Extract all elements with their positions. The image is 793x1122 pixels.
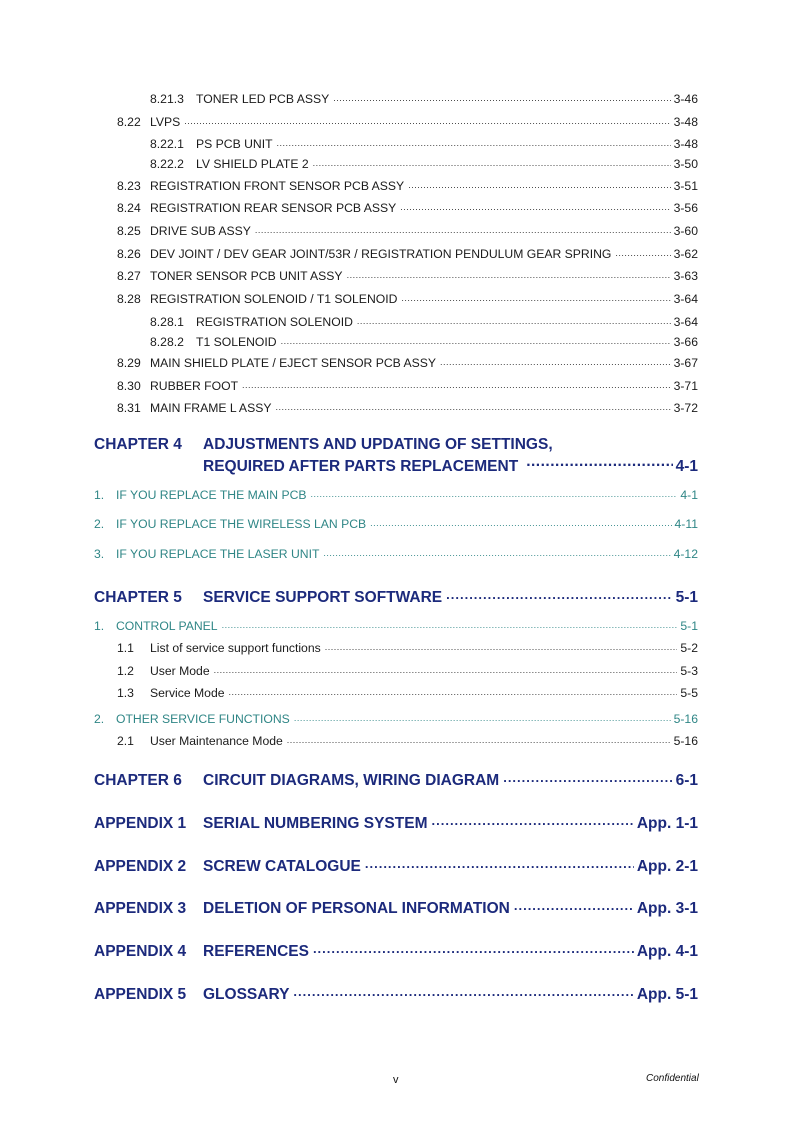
entry-page: 3-50 [673, 157, 698, 172]
appendix-page: App. 1-1 [636, 814, 698, 832]
entry-number: 8.22.1 [150, 137, 184, 152]
entry-title: Service Mode [150, 686, 225, 701]
toc-entry[interactable] [117, 114, 698, 129]
entry-title: PS PCB UNIT [196, 137, 273, 152]
entry-number: 8.21.3 [150, 92, 184, 107]
entry-title: RUBBER FOOT [150, 379, 239, 394]
dot-leader [615, 246, 670, 258]
toc-entry[interactable] [150, 314, 698, 329]
toc-entry[interactable] [117, 291, 698, 306]
entry-page: 3-56 [673, 201, 698, 216]
footer-page-number: v [393, 1074, 399, 1086]
entry-number: 2.1 [117, 734, 134, 749]
dot-leader [323, 546, 670, 558]
dot-leader [255, 223, 671, 235]
dot-leader [275, 400, 670, 412]
appendix-title: SCREW CATALOGUE [203, 857, 361, 875]
toc-entry[interactable] [150, 156, 698, 171]
dot-leader [357, 314, 671, 326]
chapter-4-heading-line2[interactable] [203, 455, 698, 476]
dot-leader [503, 769, 672, 785]
entry-page: 5-16 [673, 734, 698, 749]
dot-leader [432, 812, 634, 828]
entry-title: LVPS [150, 115, 181, 130]
section-number: 1. [94, 619, 105, 634]
dot-leader [222, 618, 678, 630]
appendix-5-heading[interactable] [94, 983, 698, 1004]
dot-leader [229, 685, 678, 697]
entry-page: 3-51 [673, 179, 698, 194]
entry-page: 3-66 [673, 335, 698, 350]
appendix-title: SERIAL NUMBERING SYSTEM [203, 814, 428, 832]
section-page: 4-1 [680, 488, 698, 503]
chapter-4-heading[interactable] [94, 436, 698, 454]
entry-number: 8.31 [117, 401, 141, 416]
chapter-page: 4-1 [675, 457, 698, 475]
chapter-label: CHAPTER 6 [94, 771, 182, 789]
chapter-label: CHAPTER 5 [94, 588, 182, 606]
dot-leader [514, 897, 634, 913]
entry-title: DRIVE SUB ASSY [150, 224, 251, 239]
chapter-6-heading[interactable] [94, 769, 698, 790]
entry-title: MAIN SHIELD PLATE / EJECT SENSOR PCB ASSY [150, 356, 437, 371]
dot-leader [347, 268, 671, 280]
entry-title: REGISTRATION SOLENOID [196, 315, 353, 330]
entry-page: 5-5 [680, 686, 698, 701]
appendix-label: APPENDIX 5 [94, 985, 187, 1003]
toc-entry[interactable] [117, 246, 698, 261]
entry-page: 3-67 [673, 356, 698, 371]
toc-entry[interactable] [117, 223, 698, 238]
toc-entry[interactable] [117, 733, 698, 748]
toc-entry[interactable] [117, 355, 698, 370]
section-title: IF YOU REPLACE THE WIRELESS LAN PCB [116, 517, 367, 532]
appendix-label: APPENDIX 2 [94, 857, 187, 875]
toc-entry[interactable] [117, 178, 698, 193]
chapter-title: SERVICE SUPPORT SOFTWARE [203, 588, 443, 606]
appendix-label: APPENDIX 4 [94, 942, 187, 960]
section-page: 5-1 [680, 619, 698, 634]
chapter-title-line1: ADJUSTMENTS AND UPDATING OF SETTINGS, [203, 436, 553, 453]
entry-number: 8.25 [117, 224, 141, 239]
entry-page: 3-63 [673, 269, 698, 284]
entry-page: 3-48 [673, 115, 698, 130]
entry-number: 1.2 [117, 664, 134, 679]
appendix-page: App. 3-1 [636, 899, 698, 917]
entry-number: 8.24 [117, 201, 141, 216]
appendix-label: APPENDIX 3 [94, 899, 187, 917]
chapter-label: CHAPTER 4 [94, 436, 182, 453]
dot-leader [400, 200, 670, 212]
entry-number: 8.28.1 [150, 315, 184, 330]
dot-leader [293, 983, 633, 999]
entry-page: 5-3 [680, 664, 698, 679]
section-number: 2. [94, 517, 105, 532]
entry-title: User Maintenance Mode [150, 734, 283, 749]
entry-number: 8.29 [117, 356, 141, 371]
toc-entry[interactable] [150, 136, 698, 151]
entry-page: 3-72 [673, 401, 698, 416]
dot-leader [370, 516, 671, 528]
entry-page: 3-64 [673, 292, 698, 307]
entry-title: REGISTRATION REAR SENSOR PCB ASSY [150, 201, 397, 216]
toc-entry[interactable] [117, 378, 698, 393]
entry-number: 8.30 [117, 379, 141, 394]
section-entry[interactable] [94, 546, 698, 561]
entry-title: TONER SENSOR PCB UNIT ASSY [150, 269, 343, 284]
section-title: OTHER SERVICE FUNCTIONS [116, 712, 290, 727]
section-title: IF YOU REPLACE THE MAIN PCB [116, 488, 307, 503]
dot-leader [440, 355, 671, 367]
entry-title: TONER LED PCB ASSY [196, 92, 330, 107]
entry-page: 3-60 [673, 224, 698, 239]
dot-leader [325, 640, 678, 652]
dot-leader [401, 291, 670, 303]
appendix-page: App. 4-1 [636, 942, 698, 960]
chapter-page: 5-1 [675, 588, 698, 606]
footer-confidential: Confidential [646, 1073, 699, 1084]
section-page: 5-16 [673, 712, 698, 727]
section-number: 3. [94, 547, 105, 562]
section-number: 2. [94, 712, 105, 727]
entry-page: 3-71 [673, 379, 698, 394]
toc-entry[interactable] [117, 268, 698, 283]
entry-page: 5-2 [680, 641, 698, 656]
entry-title: DEV JOINT / DEV GEAR JOINT/53R / REGISTRATION PENDULUM GEAR SPRING [150, 247, 612, 262]
section-page: 4-12 [673, 547, 698, 562]
toc-entry[interactable] [150, 91, 698, 106]
entry-page: 3-62 [673, 247, 698, 262]
dot-leader [333, 91, 670, 103]
entry-number: 8.28 [117, 292, 141, 307]
toc-entry[interactable] [117, 640, 698, 655]
appendix-title: GLOSSARY [203, 985, 290, 1003]
dot-leader [294, 711, 671, 723]
entry-number: 8.22.2 [150, 157, 184, 172]
dot-leader [365, 855, 634, 871]
entry-title: REGISTRATION FRONT SENSOR PCB ASSY [150, 179, 405, 194]
dot-leader [184, 114, 670, 126]
entry-number: 1.3 [117, 686, 134, 701]
appendix-2-heading[interactable] [94, 855, 698, 876]
toc-entry[interactable] [117, 200, 698, 215]
entry-page: 3-48 [673, 137, 698, 152]
section-entry[interactable] [94, 516, 698, 531]
entry-title: REGISTRATION SOLENOID / T1 SOLENOID [150, 292, 398, 307]
entry-title: User Mode [150, 664, 210, 679]
chapter-title-line2: REQUIRED AFTER PARTS REPLACEMENT [203, 457, 519, 475]
entry-number: 8.28.2 [150, 335, 184, 350]
section-entry[interactable] [94, 618, 698, 633]
entry-number: 8.22 [117, 115, 141, 130]
dot-leader [313, 156, 671, 168]
section-entry[interactable] [94, 711, 698, 726]
entry-title: List of service support functions [150, 641, 321, 656]
section-entry[interactable] [94, 487, 698, 502]
chapter-5-heading[interactable] [94, 586, 698, 607]
dot-leader [281, 334, 671, 346]
appendix-title: REFERENCES [203, 942, 309, 960]
entry-number: 8.23 [117, 179, 141, 194]
section-title: IF YOU REPLACE THE LASER UNIT [116, 547, 320, 562]
appendix-label: APPENDIX 1 [94, 814, 187, 832]
appendix-page: App. 5-1 [636, 985, 698, 1003]
chapter-title: CIRCUIT DIAGRAMS, WIRING DIAGRAM [203, 771, 500, 789]
toc-entry[interactable] [117, 400, 698, 415]
dot-leader [277, 136, 671, 148]
toc-entry[interactable] [117, 663, 698, 678]
entry-title: T1 SOLENOID [196, 335, 277, 350]
section-number: 1. [94, 488, 105, 503]
section-title: CONTROL PANEL [116, 619, 218, 634]
appendix-1-heading[interactable] [94, 812, 698, 833]
dot-leader [408, 178, 670, 190]
dot-leader [526, 455, 672, 471]
entry-title: LV SHIELD PLATE 2 [196, 157, 309, 172]
dot-leader [214, 663, 678, 675]
dot-leader [287, 733, 671, 745]
appendix-page: App. 2-1 [636, 857, 698, 875]
entry-number: 8.27 [117, 269, 141, 284]
toc-entry[interactable] [117, 685, 698, 700]
appendix-title: DELETION OF PERSONAL INFORMATION [203, 899, 510, 917]
entry-page: 3-46 [673, 92, 698, 107]
chapter-page: 6-1 [675, 771, 698, 789]
appendix-3-heading[interactable] [94, 897, 698, 918]
dot-leader [311, 487, 678, 499]
entry-page: 3-64 [673, 315, 698, 330]
appendix-4-heading[interactable] [94, 940, 698, 961]
dot-leader [446, 586, 672, 602]
section-page: 4-11 [674, 517, 698, 532]
dot-leader [313, 940, 634, 956]
dot-leader [242, 378, 671, 390]
entry-title: MAIN FRAME L ASSY [150, 401, 272, 416]
entry-number: 8.26 [117, 247, 141, 262]
toc-entry[interactable] [150, 334, 698, 349]
entry-number: 1.1 [117, 641, 134, 656]
